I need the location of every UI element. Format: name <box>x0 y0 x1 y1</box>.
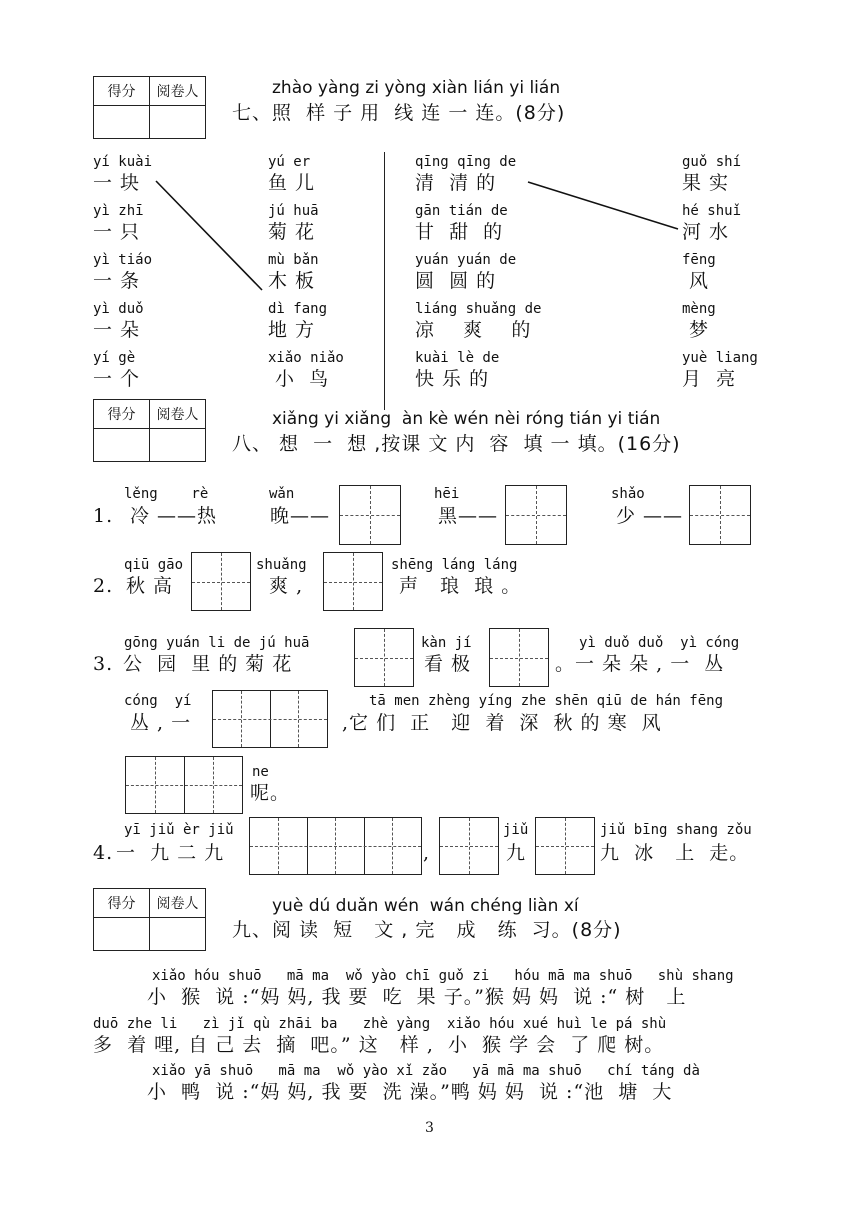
adjective-item[interactable]: 清 清 的 <box>415 172 497 194</box>
example-line-left <box>156 181 262 290</box>
adjective-pinyin: yuán yuán de <box>415 252 517 268</box>
reading-line-1-pinyin: xiǎo hóu shuō mā ma wǒ yào chī guǒ zi hóu mā ma shuō shù shang <box>152 968 734 984</box>
score-cell[interactable] <box>94 429 150 462</box>
answer-box-q2-1[interactable] <box>191 552 251 611</box>
q4-pinyin-3: jiǔ <box>503 822 529 838</box>
adjective-item[interactable]: 甘 甜 的 <box>415 221 504 243</box>
answer-box-q3-3[interactable] <box>212 690 328 748</box>
adjective-item[interactable]: 凉 爽 的 <box>415 319 532 341</box>
answer-box-q1-1[interactable] <box>339 485 401 545</box>
q1-item4-pinyin: shǎo <box>611 486 645 502</box>
reading-line-3-text: 小 鸭 说 :“妈 妈, 我 要 洗 澡。”鸭 妈 妈 说 :“池 塘 大 <box>140 1081 673 1103</box>
grader-label: 阅卷人 <box>150 77 206 106</box>
noun-left-pinyin: yú er <box>268 154 311 170</box>
adjective-pinyin: gān tián de <box>415 203 508 219</box>
noun-left-item[interactable]: 地 方 <box>268 319 316 341</box>
score-label: 得分 <box>94 889 150 918</box>
measure-word-pinyin: yì zhī <box>93 203 144 219</box>
q4-number: 4. <box>93 842 114 864</box>
page-number: 3 <box>425 1120 434 1136</box>
score-box-8 <box>93 399 206 462</box>
noun-right-item[interactable]: 梦 <box>682 319 710 341</box>
adjective-pinyin: kuài lè de <box>415 350 500 366</box>
q3-pinyin-6: ne <box>252 764 269 780</box>
noun-left-item[interactable]: 鱼 儿 <box>268 172 316 194</box>
noun-left-pinyin: mù bǎn <box>268 252 319 268</box>
q4-text-1: 一 九 二 九 <box>116 842 225 864</box>
noun-right-item[interactable]: 果 实 <box>682 172 730 194</box>
q2-text-1: 秋 高 <box>126 575 174 597</box>
section-9-title: 九、阅 读 短 文 , 完 成 练 习。(8分) <box>232 919 622 941</box>
answer-box-q3-4[interactable] <box>125 756 243 814</box>
grader-cell[interactable] <box>150 429 206 462</box>
noun-left-item[interactable]: 木 板 <box>268 270 316 292</box>
q3-text-6: 呢。 <box>250 782 291 804</box>
grader-cell[interactable] <box>150 918 206 951</box>
q3-pinyin-4: cóng yí <box>124 693 192 709</box>
section-8-title-pinyin: xiǎng yi xiǎng àn kè wén nèi róng tián yi tián <box>272 409 661 429</box>
connector-lines <box>0 0 860 420</box>
q4-text-3: 九 <box>506 842 527 864</box>
noun-right-item[interactable]: 月 亮 <box>682 368 737 390</box>
q1-item3-pinyin: hēi <box>434 486 460 502</box>
measure-word-pinyin: yí gè <box>93 350 136 366</box>
q2-text-2: 爽 , <box>262 575 304 597</box>
example-line-right <box>528 182 678 229</box>
measure-word-item[interactable]: 一 朵 <box>93 319 141 341</box>
answer-box-q4-1[interactable] <box>249 817 422 875</box>
adjective-pinyin: liáng shuǎng de <box>415 301 542 317</box>
measure-word-pinyin: yí kuài <box>93 154 153 170</box>
adjective-item[interactable]: 圆 圆 的 <box>415 270 497 292</box>
q4-pinyin-1: yī jiǔ èr jiǔ <box>124 822 234 838</box>
score-cell[interactable] <box>94 918 150 951</box>
grader-label: 阅卷人 <box>150 400 206 429</box>
q3-text-1: 公 园 里 的 菊 花 <box>116 653 293 675</box>
noun-right-item[interactable]: 风 <box>682 270 710 292</box>
noun-left-pinyin: jú huā <box>268 203 319 219</box>
measure-word-item[interactable]: 一 个 <box>93 368 141 390</box>
q3-pinyin-3: yì duǒ duǒ yì cóng <box>579 635 740 651</box>
section-7-title-pinyin: zhào yàng zi yòng xiàn lián yi lián <box>272 78 561 98</box>
noun-left-pinyin: dì fang <box>268 301 328 317</box>
q3-text-2: 看 极 <box>424 653 472 675</box>
reading-line-1-text: 小 猴 说 :“妈 妈, 我 要 吃 果 子。”猴 妈 妈 说 :“ 树 上 <box>140 986 687 1008</box>
reading-line-2-text: 多 着 哩, 自 己 去 摘 吧。” 这 样 , 小 猴 学 会 了 爬 树。 <box>93 1034 665 1056</box>
score-label: 得分 <box>94 77 150 106</box>
measure-word-pinyin: yì duǒ <box>93 301 144 317</box>
grader-label: 阅卷人 <box>150 889 206 918</box>
noun-left-item[interactable]: 小 鸟 <box>268 368 330 390</box>
q3-pinyin-5: tā men zhèng yíng zhe shēn qiū de hán fēng <box>369 693 724 709</box>
noun-right-pinyin: guǒ shí <box>682 154 742 170</box>
q2-text-3: 声 琅 琅 。 <box>392 575 522 597</box>
answer-box-q2-2[interactable] <box>323 552 383 611</box>
q1-item2-pinyin: wǎn <box>269 486 295 502</box>
q1-number: 1. <box>93 505 114 527</box>
q1-item4-text: 少 —— <box>616 505 684 527</box>
measure-word-pinyin: yì tiáo <box>93 252 153 268</box>
section-7-title: 七、照 样 子 用 线 连 一 连。(8分) <box>232 102 566 124</box>
measure-word-item[interactable]: 一 块 <box>93 172 141 194</box>
noun-left-pinyin: xiǎo niǎo <box>268 350 344 366</box>
q1-item1-pinyin: lěng rè <box>124 486 209 502</box>
q3-text-5: ,它 们 正 迎 着 深 秋 的 寒 风 <box>342 712 662 734</box>
answer-box-q3-1[interactable] <box>354 628 414 687</box>
section-9-title-pinyin: yuè dú duǎn wén wán chéng liàn xí <box>272 896 579 916</box>
noun-right-pinyin: mèng <box>682 301 716 317</box>
q3-number: 3. <box>93 653 114 675</box>
q3-text-4: 丛 , 一 <box>130 712 192 734</box>
answer-box-q4-2[interactable] <box>439 817 499 875</box>
q2-number: 2. <box>93 575 114 597</box>
q4-pinyin-4: jiǔ bīng shang zǒu <box>600 822 752 838</box>
measure-word-item[interactable]: 一 条 <box>93 270 141 292</box>
q1-item3-text: 黑—— <box>438 505 499 527</box>
answer-box-q1-2[interactable] <box>505 485 567 545</box>
q1-item1-text: 冷 ——热 <box>130 505 218 527</box>
reading-line-2-pinyin: duō zhe li zì jǐ qù zhāi ba zhè yàng xiǎo hóu xué huì le pá shù <box>93 1016 667 1032</box>
score-box-9 <box>93 888 206 951</box>
q2-pinyin-3: shēng láng láng <box>391 557 518 573</box>
q3-text-3: 。一 朵 朵 , 一 丛 <box>555 653 725 675</box>
q3-pinyin-1: gōng yuán li de jú huā <box>124 635 310 651</box>
measure-word-item[interactable]: 一 只 <box>93 221 141 243</box>
answer-box-q3-2[interactable] <box>489 628 549 687</box>
adjective-pinyin: qīng qīng de <box>415 154 517 170</box>
noun-left-item[interactable]: 菊 花 <box>268 221 316 243</box>
q3-pinyin-2: kàn jí <box>421 635 472 651</box>
answer-box-q1-3[interactable] <box>689 485 751 545</box>
score-label: 得分 <box>94 400 150 429</box>
noun-right-item[interactable]: 河 水 <box>682 221 730 243</box>
adjective-item[interactable]: 快 乐 的 <box>415 368 490 390</box>
q2-pinyin-2: shuǎng <box>256 557 307 573</box>
q4-text-2: , <box>423 842 431 864</box>
q2-pinyin-1: qiū gāo <box>124 557 184 573</box>
noun-right-pinyin: fēng <box>682 252 716 268</box>
answer-box-q4-3[interactable] <box>535 817 595 875</box>
section-8-title: 八、 想 一 想 ,按课 文 内 容 填 一 填。(16分) <box>232 433 681 455</box>
reading-line-3-pinyin: xiǎo yā shuō mā ma wǒ yào xǐ zǎo yā mā ma shuō chí táng dà <box>152 1063 700 1079</box>
noun-right-pinyin: yuè liang <box>682 350 758 366</box>
q1-item2-text: 晚—— <box>270 505 331 527</box>
noun-right-pinyin: hé shuǐ <box>682 203 742 219</box>
q4-text-4: 九 冰 上 走。 <box>600 842 750 864</box>
